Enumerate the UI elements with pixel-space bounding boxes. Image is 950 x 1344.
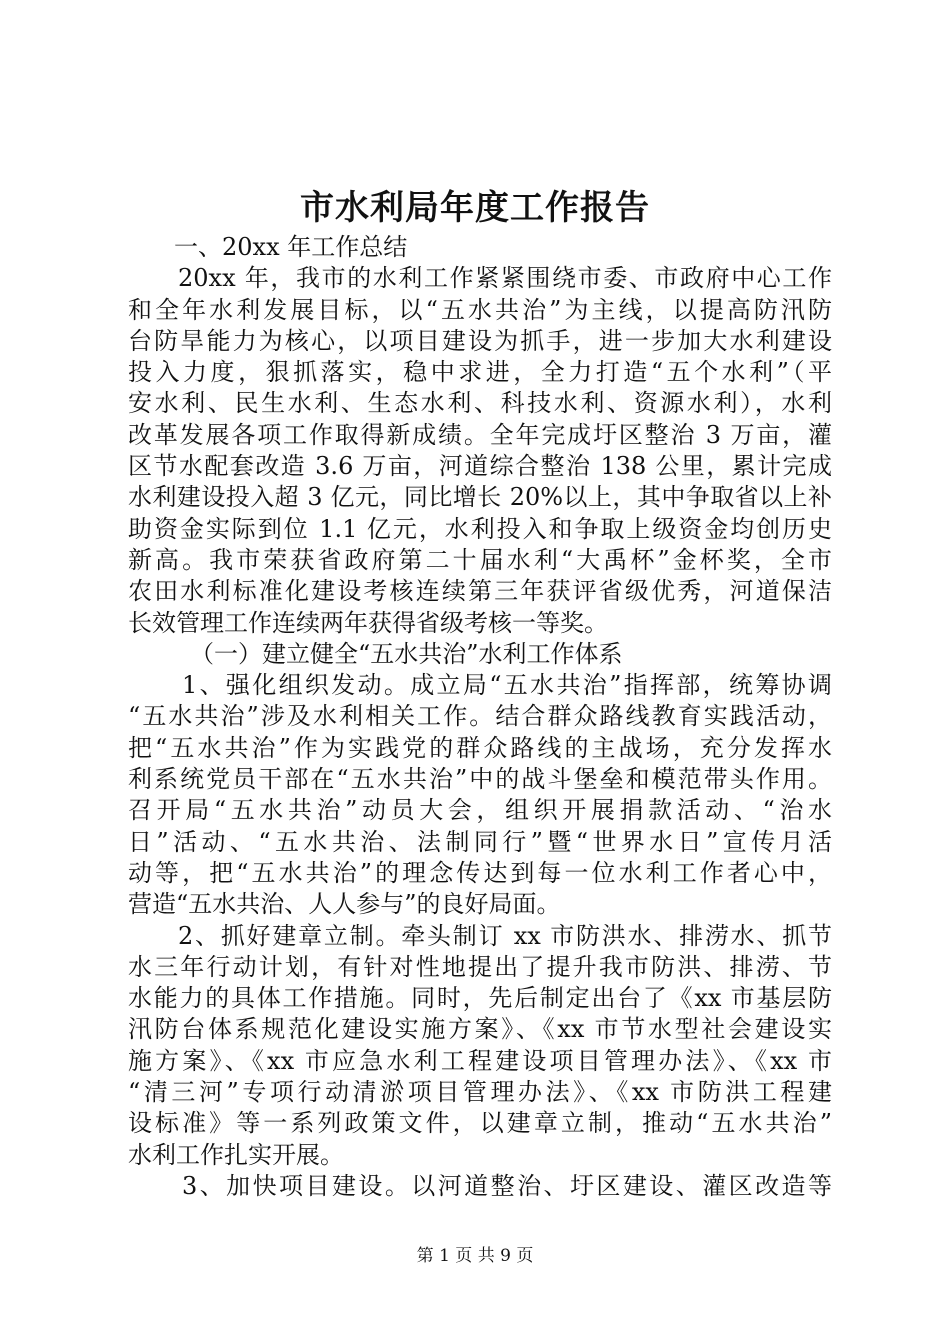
paragraph-line: 把“五水共治”作为实践党的群众路线的主战场，充分发挥水 [128, 733, 832, 762]
subsection-heading: （一）建立健全“五水共治”水利工作体系 [190, 639, 623, 668]
paragraph-line: 设标准》等一系列政策文件，以建章立制，推动“五水共治” [128, 1109, 832, 1138]
paragraph-line: “清三河”专项行动清淤项目管理办法》、《xx 市防洪工程建 [128, 1078, 832, 1107]
paragraph-line: 日”活动、“五水共治、法制同行”暨“世界水日”宣传月活 [128, 827, 832, 856]
paragraph-line: 和全年水利发展目标，以“五水共治”为主线，以提高防汛防 [128, 295, 832, 324]
section-heading: 一、20xx 年工作总结 [174, 233, 408, 261]
paragraph-line: 台防旱能力为核心，以项目建设为抓手，进一步加大水利建设 [128, 326, 832, 355]
paragraph-line: 2、抓好建章立制。牵头制订 xx 市防洪水、排涝水、抓节 [178, 921, 832, 950]
paragraph-line: 水能力的具体工作措施。同时，先后制定出台了《xx 市基层防 [128, 984, 832, 1013]
paragraph-line: 营造“五水共治、人人参与”的良好局面。 [128, 890, 561, 919]
document-body [128, 232, 832, 1202]
paragraph-line: 长效管理工作连续两年获得省级考核一等奖。 [128, 608, 608, 637]
page-number-footer: 第 1 页 共 9 页 [416, 1246, 534, 1266]
paragraph-line: 水三年行动计划，有针对性地提出了提升我市防洪、排涝、节 [128, 952, 832, 981]
paragraph-line: 改革发展各项工作取得新成绩。全年完成圩区整治 3 万亩，灌 [128, 420, 832, 449]
paragraph-line: 农田水利标准化建设考核连续第三年获评省级优秀，河道保洁 [128, 577, 832, 606]
paragraph-line: 召开局“五水共治”动员大会，组织开展捐款活动、“治水 [128, 796, 832, 825]
paragraph-line: 新高。我市荣获省政府第二十届水利“大禹杯”金杯奖，全市 [128, 545, 832, 574]
paragraph-line: 施方案》、《xx 市应急水利工程建设项目管理办法》、《xx 市 [128, 1046, 832, 1075]
paragraph-line: “五水共治”涉及水利相关工作。结合群众路线教育实践活动， [128, 702, 832, 731]
paragraph-line: 利系统党员干部在“五水共治”中的战斗堡垒和模范带头作用。 [128, 765, 832, 794]
paragraph-line: 汛防台体系规范化建设实施方案》、《xx 市节水型社会建设实 [128, 1015, 832, 1044]
document-title: 市水利局年度工作报告 [300, 188, 650, 228]
paragraph-line: 助资金实际到位 1.1 亿元，水利投入和争取上级资金均创历史 [128, 514, 832, 543]
paragraph-line: 安水利、民生水利、生态水利、科技水利、资源水利），水利 [128, 389, 832, 418]
paragraph-line: 区节水配套改造 3.6 万亩，河道综合整治 138 公里，累计完成 [128, 452, 832, 481]
paragraph-line: 1、强化组织发动。成立局“五水共治”指挥部，统筹协调 [182, 671, 832, 700]
paragraph-line: 动等，把“五水共治”的理念传达到每一位水利工作者心中， [128, 858, 832, 887]
paragraph-line: 投入力度，狠抓落实，稳中求进，全力打造“五个水利”（平 [128, 358, 832, 387]
paragraph-line: 3、加快项目建设。以河道整治、圩区建设、灌区改造等 [182, 1171, 832, 1200]
paragraph-line: 20xx 年，我市的水利工作紧紧围绕市委、市政府中心工作 [178, 264, 832, 293]
paragraph-line: 水利建设投入超 3 亿元，同比增长 20%以上，其中争取省以上补 [128, 483, 832, 512]
paragraph-line: 水利工作扎实开展。 [128, 1140, 344, 1169]
